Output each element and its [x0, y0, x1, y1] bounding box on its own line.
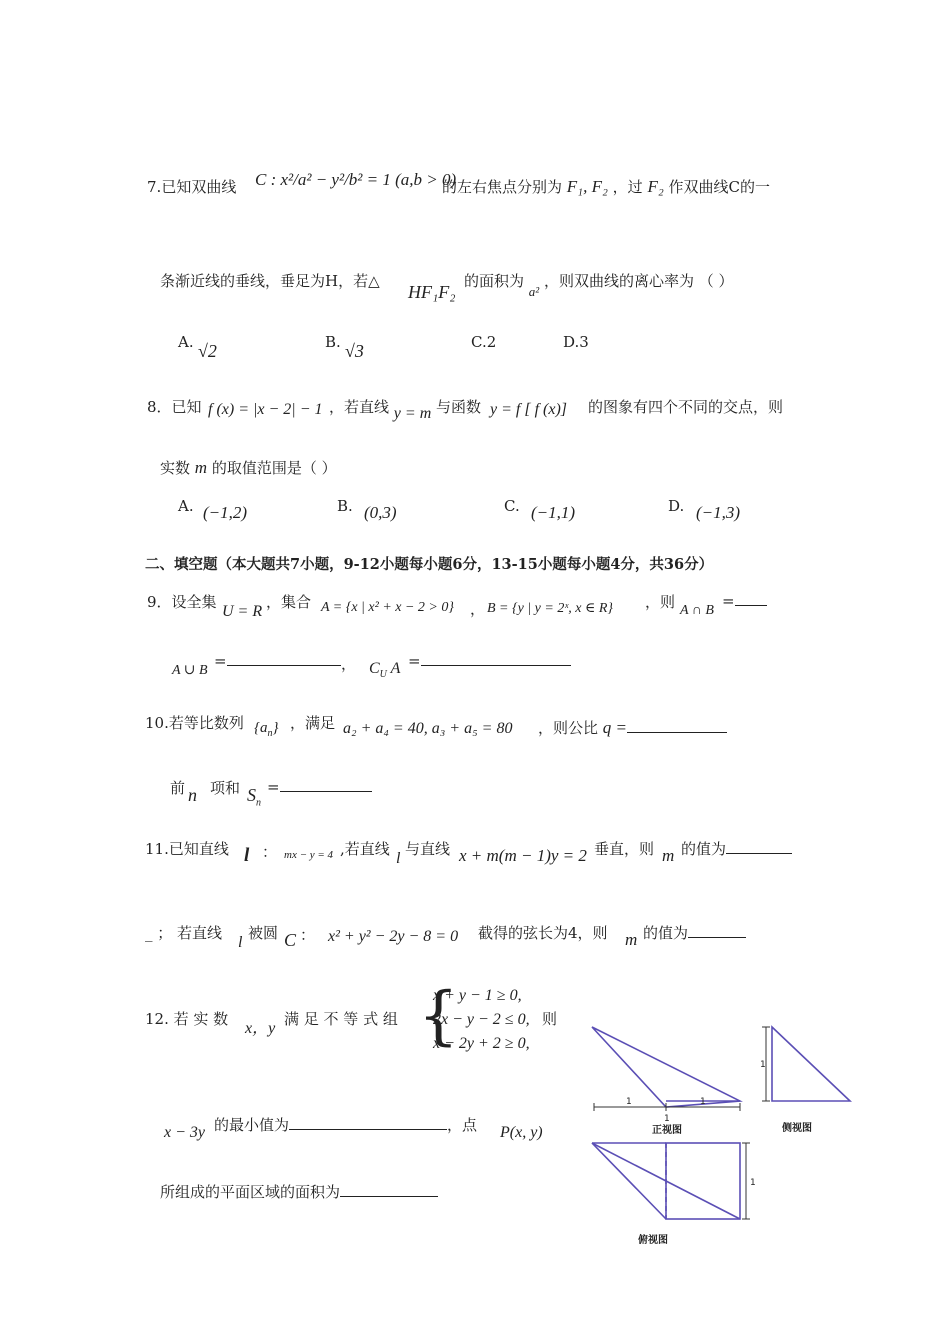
- q8-option-d-value: (−1,3): [696, 503, 741, 522]
- front-view-caption: 正视图: [652, 1125, 682, 1136]
- q12-area-blank[interactable]: [340, 1182, 438, 1197]
- q9-set-b: B = {y | y = 2ˣ, x ∈ R}: [487, 601, 613, 616]
- side-dim-label: 1: [760, 1060, 766, 1070]
- q9-line1: 9．设全集: [147, 593, 217, 611]
- q12-ineq-2: 2x − y − 2 ≤ 0,: [433, 1011, 530, 1028]
- three-view-figure: [580, 1015, 860, 1250]
- q11-line-l: l: [244, 845, 250, 866]
- q8-function: f (x) = |x − 2| − 1: [208, 401, 323, 418]
- q11-perpendicular: 垂直，则: [594, 840, 655, 858]
- q10-sum: $S_n$: [247, 785, 261, 809]
- top-view-square: [666, 1143, 740, 1219]
- q12-brace: {: [418, 979, 459, 1053]
- q9-universal-set: U = R: [222, 603, 263, 620]
- q11-l-again: l: [396, 850, 401, 867]
- q11-by-circle: 被圆: [248, 924, 279, 942]
- q11-m: m: [662, 846, 675, 865]
- q9-set-label: ，集合: [266, 593, 312, 611]
- q8-line-ym: y = m: [393, 405, 432, 422]
- q8-line1-mid: ，若直线 y = m 与函数: [329, 398, 482, 422]
- q9-then: ，则: [645, 593, 676, 611]
- q11-m2: m: [625, 930, 638, 949]
- q7-hyperbola-equation: [255, 170, 456, 190]
- q7-option-d: D.3: [563, 333, 589, 351]
- q11-value1-blank[interactable]: [726, 839, 792, 854]
- q9-intersection-blank[interactable]: [735, 591, 767, 606]
- q12-system: [433, 984, 530, 1056]
- q7-line1: 7.已知双曲线: [147, 178, 237, 196]
- q10-line1: 10.若等比数列: [145, 714, 244, 732]
- q11-colon: ：: [262, 843, 278, 861]
- front-view-triangle: [592, 1027, 740, 1107]
- q11-value2: 的值为: [643, 922, 746, 943]
- q8-line1-end: 的图象有四个不同的交点，则: [588, 398, 784, 416]
- q7-line2-rest: 的面积为 a² ，则双曲线的离心率为 （ ）: [464, 272, 734, 299]
- q8-option-b-label: B.: [337, 497, 353, 515]
- q12-point: P(x, y): [500, 1124, 543, 1141]
- q7-equation-text: C : x²/a² − y²/b² = 1 (a,b > 0): [255, 170, 457, 189]
- q11-l-third: l: [238, 934, 243, 951]
- q8-line1: 8．已知: [147, 398, 202, 416]
- q9-union: A ∪ B: [172, 663, 208, 678]
- q9-intersection-answer: =: [722, 591, 767, 610]
- q9-comma: ，: [341, 655, 357, 673]
- q8-composite: y = f [ f (x)]: [490, 401, 567, 418]
- q12-ineq-3: x − 2y + 2 ≥ 0,: [433, 1035, 530, 1052]
- q10-q: q =: [602, 718, 628, 737]
- q10-n: n: [188, 785, 197, 805]
- q11-with-line: 与直线: [405, 840, 451, 858]
- q10-condition: a₂ + a₄ = 40, a₃ + a₅ = 80: [343, 720, 513, 737]
- q11-line2-eq: x + m(m − 1)y = 2: [459, 846, 587, 865]
- q11-colon2: ：: [300, 926, 316, 944]
- q10-line2: 前: [170, 779, 186, 797]
- front-view: [592, 1027, 740, 1111]
- side-view-caption: 侧视图: [782, 1123, 812, 1134]
- q12-satisfies: 满 足 不 等 式 组: [284, 1010, 398, 1028]
- q11-value1: 的值为: [681, 838, 792, 859]
- q10-ratio-label: ，则公比 q =: [538, 717, 727, 738]
- side-view: [762, 1027, 850, 1101]
- section-2-heading: 二、填空题（本大题共7小题，9-12小题每小题6分，13-15小题每小题4分，共36分）: [145, 556, 714, 573]
- q10-satisfies: ，满足: [290, 714, 336, 732]
- q12-xy: x，y: [245, 1020, 276, 1037]
- q8-line2: 实数 m 的取值范围是（ ）: [160, 458, 337, 477]
- q8-option-c-value: (−1,1): [531, 503, 576, 522]
- q11-line-eq: mx − y = 4: [284, 849, 334, 861]
- top-view-caption: 俯视图: [638, 1235, 668, 1246]
- q7-f2: F₂: [647, 177, 664, 196]
- q8-option-a-label: A.: [178, 497, 194, 515]
- q12-min-value: 的最小值为 ，点: [214, 1116, 478, 1134]
- q10-sum-blank[interactable]: [280, 777, 372, 792]
- q11-circle-eq: x² + y² − 2y − 8 = 0: [328, 928, 459, 945]
- q9-set-a: A = {x | x² + x − 2 > 0}: [321, 600, 454, 615]
- q7-option-a-value: √2: [198, 341, 217, 361]
- q7-option-b-label: B.: [325, 333, 341, 351]
- q10-ratio-blank[interactable]: [627, 718, 727, 733]
- q12-area: 所组成的平面区域的面积为: [160, 1181, 438, 1202]
- q7-option-c: C.2: [471, 333, 497, 351]
- front-dim-label-1: 1: [626, 1097, 632, 1107]
- front-dim-label-2: 1: [700, 1097, 706, 1107]
- q7-option-a-label: A.: [178, 333, 194, 351]
- q8-m: m: [194, 458, 208, 477]
- q11-circle-c: C: [284, 930, 297, 950]
- q12-min-blank[interactable]: [289, 1115, 447, 1130]
- side-view-triangle: [772, 1027, 850, 1101]
- q12-line1: 12. 若 实 数: [145, 1010, 229, 1028]
- front-dim-label-3: 1: [664, 1114, 670, 1124]
- q11-value2-blank[interactable]: [688, 923, 746, 938]
- q11-chord: 截得的弦长为4，则: [478, 924, 608, 942]
- q8-option-a-value: (−1,2): [203, 503, 248, 522]
- q7-line2: 条渐近线的垂线，垂足为H，若△: [160, 272, 380, 290]
- top-dim-label: 1: [750, 1178, 756, 1188]
- q11-if-line: ,若直线: [340, 840, 390, 858]
- q11-line1: 11.已知直线: [145, 840, 229, 858]
- q7-option-b-value: √3: [345, 341, 364, 361]
- q9-complement: $C_U$ A: [369, 660, 401, 681]
- q9-union-answer: =: [214, 651, 341, 670]
- q10-sum-label: 项和: [210, 779, 241, 797]
- q7-foci: F₁, F₂: [566, 177, 608, 196]
- q7-a-squared: a²: [528, 284, 540, 299]
- q9-union-blank[interactable]: [227, 651, 341, 666]
- q8-option-b-value: (0,3): [364, 503, 397, 522]
- q9-sep: ，: [470, 600, 486, 618]
- q12-expression: x − 3y: [164, 1124, 205, 1141]
- q9-complement-blank[interactable]: [421, 651, 571, 666]
- q8-option-c-label: C.: [504, 497, 520, 515]
- q9-intersection: A ∩ B: [680, 603, 714, 618]
- q8-option-d-label: D.: [668, 497, 685, 515]
- q12-then: 则: [542, 1010, 558, 1028]
- top-view: [592, 1143, 750, 1219]
- q7-triangle: HF₁F₂: [408, 282, 456, 302]
- q9-complement-answer: =: [408, 651, 571, 670]
- q11-line2: _ ； 若直线: [145, 924, 223, 942]
- q7-line1-rest: 的左右焦点分别为 F₁, F₂ ，过 F₂ 作双曲线C的一: [442, 177, 771, 196]
- top-view-left-edge: [592, 1143, 666, 1219]
- q12-ineq-1: x + y − 1 ≥ 0,: [433, 987, 522, 1004]
- q10-sum-answer: =: [267, 777, 372, 796]
- q10-sequence: $\{a_n\}$: [254, 720, 279, 739]
